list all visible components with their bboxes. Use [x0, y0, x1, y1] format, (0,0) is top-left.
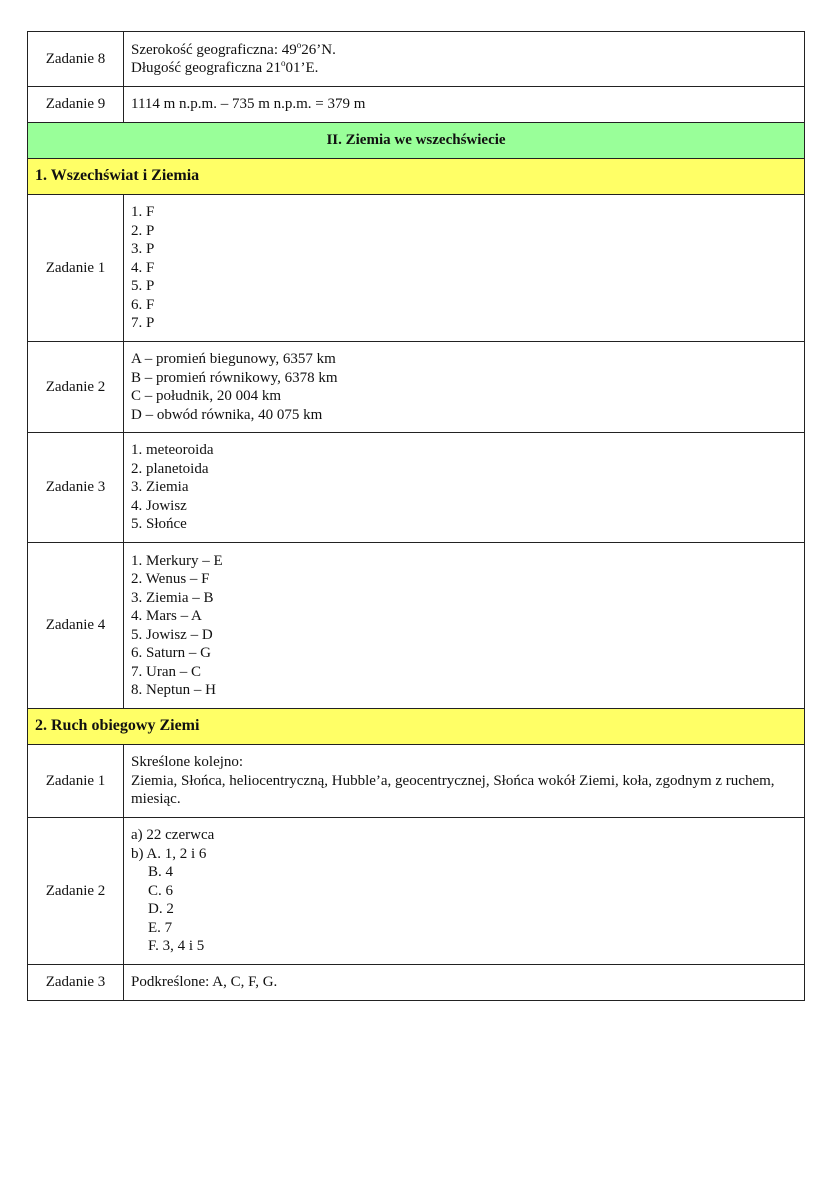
topic-row: [28, 709, 805, 745]
task-label: Zadanie 2: [28, 342, 124, 433]
answer-line: [131, 41, 798, 60]
longitude-minutes: 01’E.: [285, 60, 319, 76]
longitude-text: Długość geograficzna 21: [131, 60, 281, 76]
table-row: [28, 32, 805, 87]
answer-line: 5. P: [131, 278, 155, 295]
task-answer: [124, 745, 805, 818]
table-row: [28, 543, 805, 709]
task-answer: 1114 m n.p.m. – 735 m n.p.m. = 379 m: [124, 87, 805, 123]
answer-line: 2. planetoida: [131, 460, 209, 477]
task-answer: [124, 543, 805, 709]
answer-line: 3. P: [131, 241, 155, 258]
answer-line: C – południk, 20 004 km: [131, 388, 282, 404]
answer-line: B – promień równikowy, 6378 km: [131, 369, 338, 386]
task-answer: [124, 32, 805, 87]
table-row: [28, 342, 805, 433]
degree-mark: o: [296, 39, 302, 50]
answer-line: 4. F: [131, 259, 155, 276]
task-answer: [124, 342, 805, 433]
answer-intro: Skreślone kolejno:: [131, 754, 244, 771]
answer-line: 4. Mars – A: [131, 608, 202, 624]
task-label: Zadanie 1: [28, 745, 124, 818]
answer-line: 7. Uran – C: [131, 663, 201, 680]
answer-line: 6. F: [131, 296, 155, 313]
table-row: [28, 87, 805, 123]
answer-line: D – obwód równika, 40 075 km: [131, 406, 323, 423]
task-answer: [124, 818, 805, 965]
answer-line: B. 4: [148, 864, 174, 881]
task-label: Zadanie 1: [28, 195, 124, 342]
task-label: Zadanie 3: [28, 433, 124, 543]
latitude-text: Szerokość geograficzna: 49: [131, 41, 297, 58]
task-label: Zadanie 3: [28, 965, 124, 1001]
answer-line: E. 7: [148, 919, 173, 936]
task-label: Zadanie 4: [28, 543, 124, 709]
topic-row: [28, 159, 805, 195]
answer-line: 3. Ziemia: [131, 479, 189, 496]
answer-line: 6. Saturn – G: [131, 645, 211, 661]
answer-line: 8. Neptun – H: [131, 682, 216, 698]
table-row: [28, 818, 805, 965]
topic-title: 2. Ruch obiegowy Ziemi: [28, 709, 805, 745]
answer-line: a) 22 czerwca: [131, 827, 215, 844]
answer-line: [131, 59, 798, 78]
task-answer: Podkreślone: A, C, F, G.: [124, 965, 805, 1001]
task-label: Zadanie 8: [28, 32, 124, 87]
answer-line: D. 2: [148, 901, 174, 918]
answer-line: 2. Wenus – F: [131, 571, 210, 587]
table-row: [28, 433, 805, 543]
answer-line: 1. Merkury – E: [131, 552, 223, 569]
table-row: [28, 745, 805, 818]
degree-mark: o: [280, 58, 286, 68]
table-row: [28, 965, 805, 1001]
answer-line: 3. Ziemia – B: [131, 589, 214, 606]
answer-line: 5. Słońce: [131, 516, 187, 533]
answer-line: 7. P: [131, 315, 155, 332]
answer-text: Ziemia, Słońca, heliocentryczną, Hubble’a, geocentrycznej, Słońca wokół Ziemi, koła, zgodnym z ruchem, miesiąc.: [131, 772, 775, 808]
answer-line: 1. F: [131, 204, 155, 221]
task-answer: [124, 433, 805, 543]
answer-line: b) A. 1, 2 i 6: [131, 845, 207, 862]
section-title: II. Ziemia we wszechświecie: [28, 123, 805, 159]
table-row: [28, 195, 805, 342]
task-answer: [124, 195, 805, 342]
answer-line: F. 3, 4 i 5: [148, 938, 205, 955]
latitude-minutes: 26’N.: [301, 41, 336, 58]
topic-title: 1. Wszechświat i Ziemia: [28, 159, 805, 195]
answer-line: 2. P: [131, 222, 155, 239]
answer-line: C. 6: [148, 882, 174, 899]
answer-key-table: [27, 31, 805, 1001]
task-label: Zadanie 9: [28, 87, 124, 123]
answer-line: 5. Jowisz – D: [131, 626, 213, 643]
answer-line: 1. meteoroida: [131, 442, 214, 459]
answer-line: A – promień biegunowy, 6357 km: [131, 351, 336, 367]
answer-line: 4. Jowisz: [131, 497, 187, 514]
task-label: Zadanie 2: [28, 818, 124, 965]
section-row: [28, 123, 805, 159]
